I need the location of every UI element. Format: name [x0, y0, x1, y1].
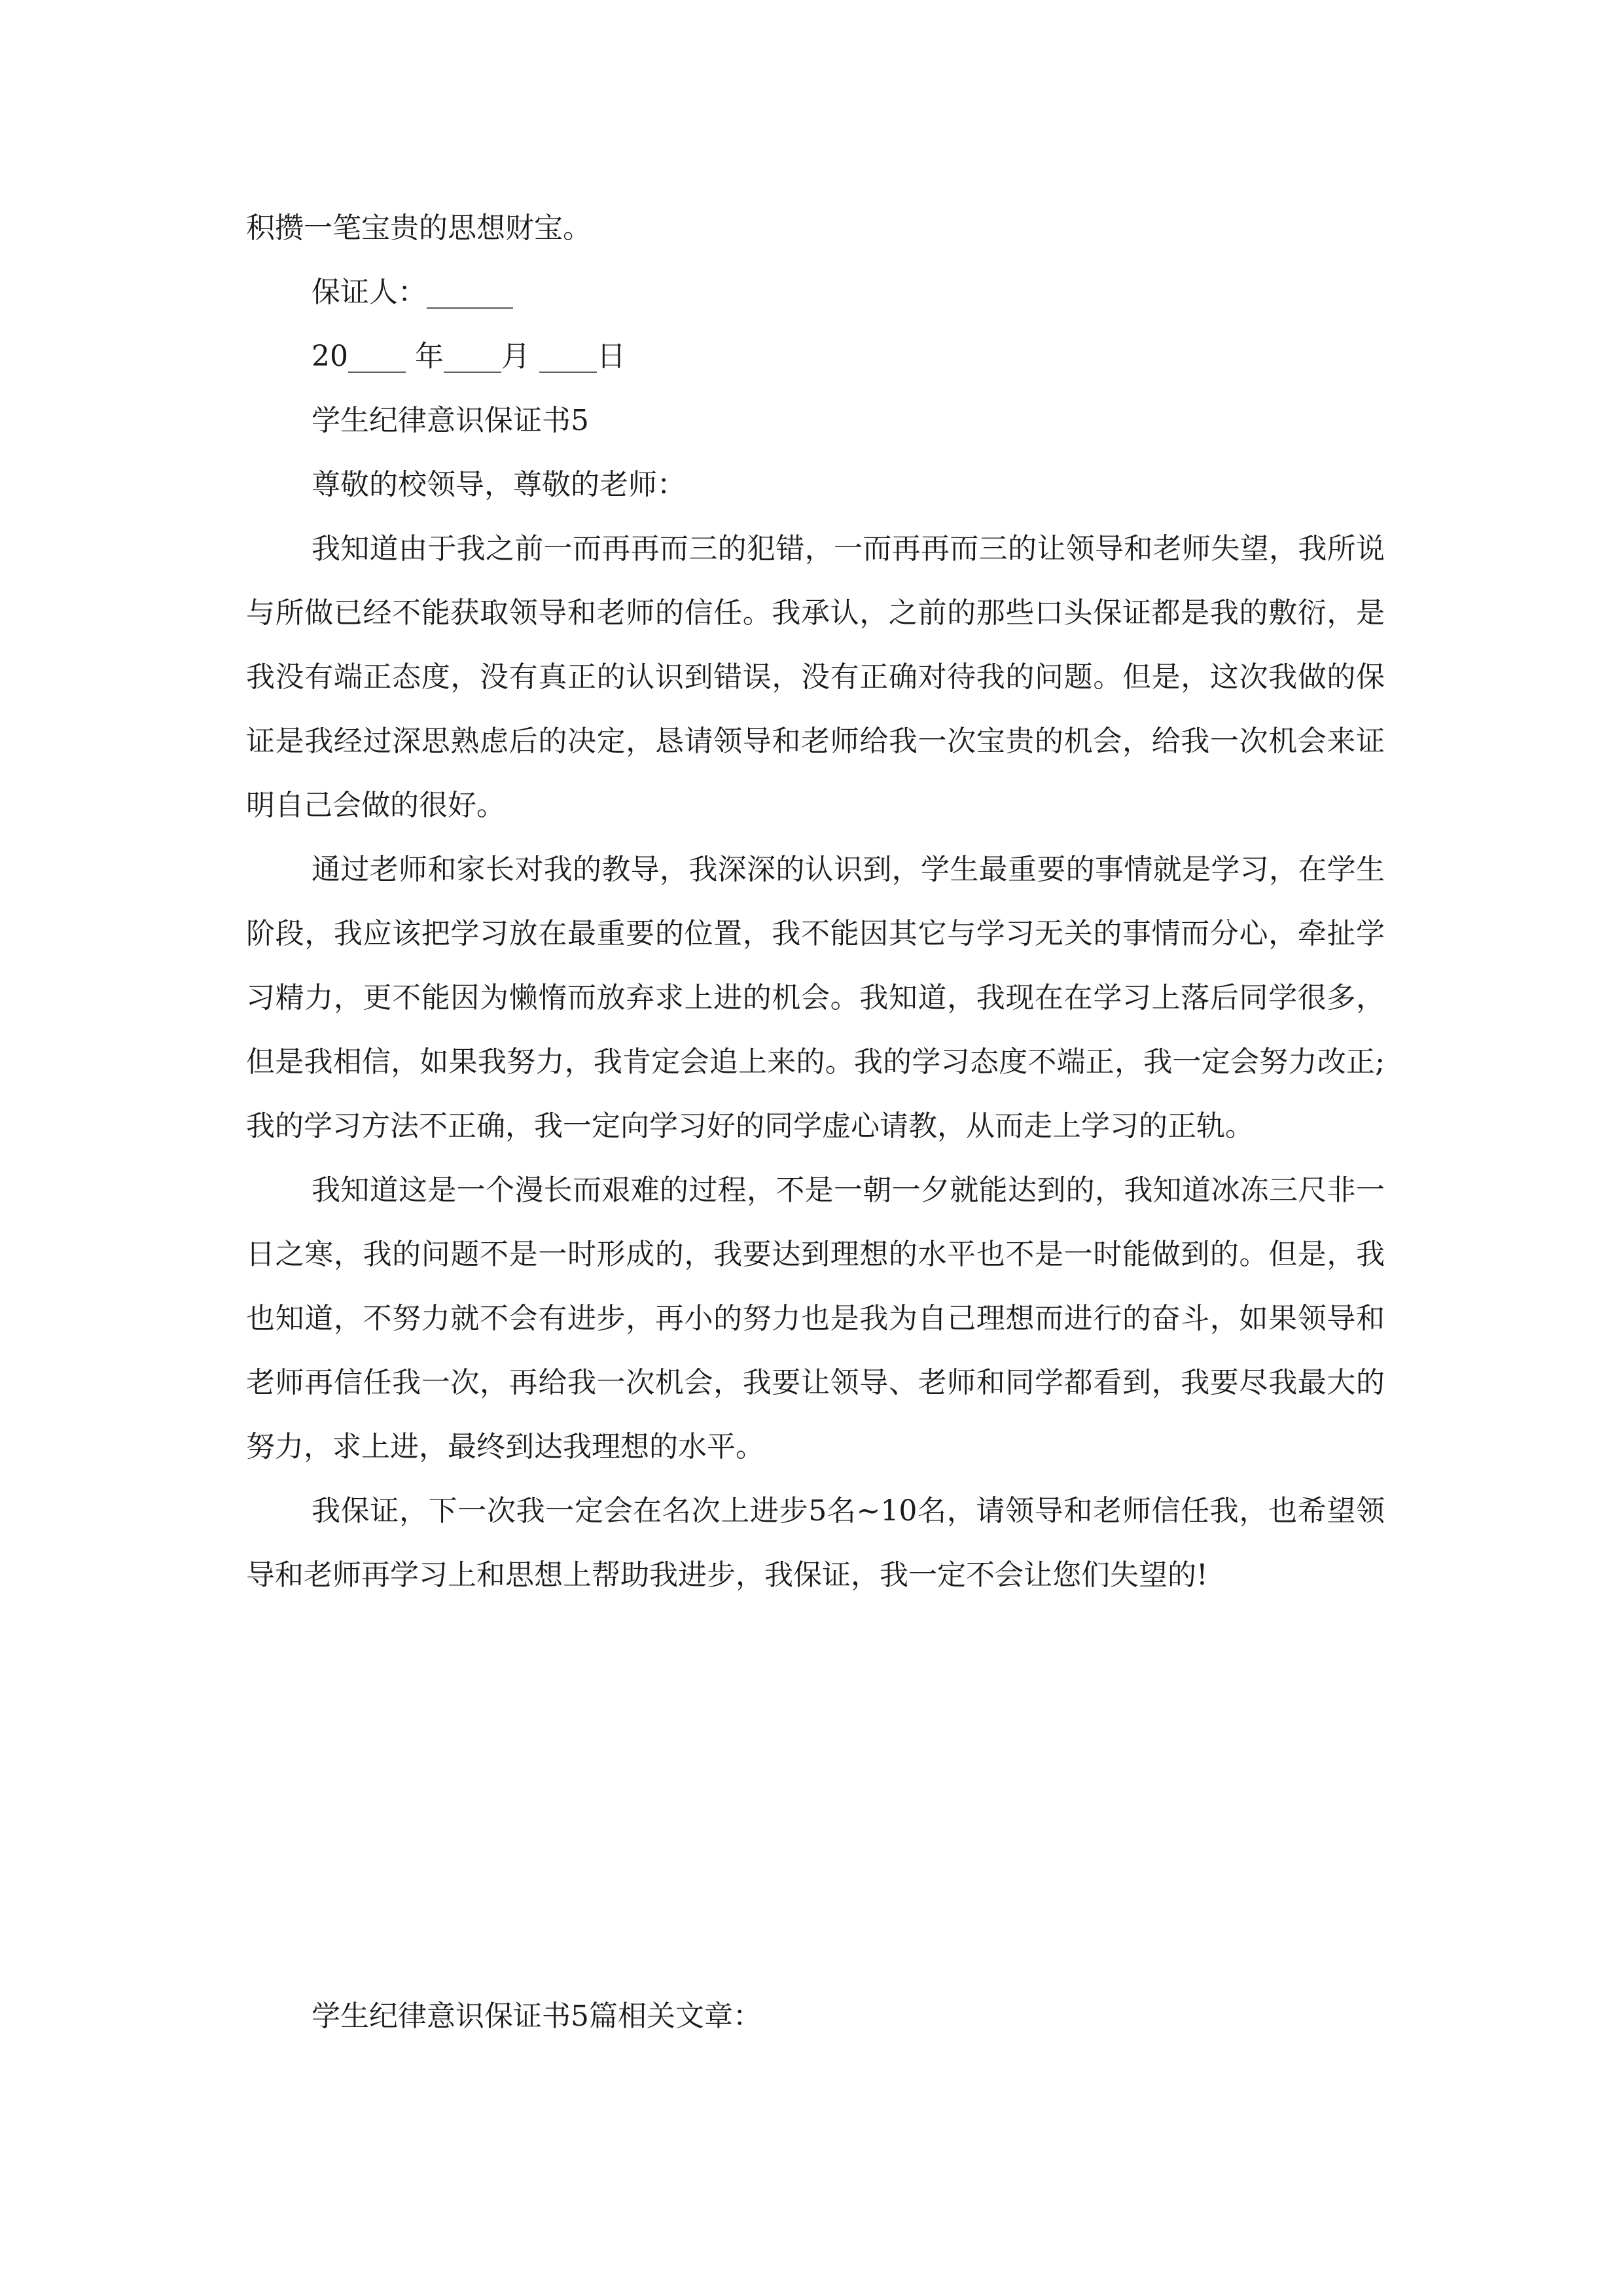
- salutation: 尊敬的校领导，尊敬的老师：: [312, 468, 686, 501]
- opening-fragment: 积攒一笔宝贵的思想财宝。: [246, 211, 592, 245]
- date-line: 20____ 年____月 ____日: [312, 340, 626, 373]
- body-paragraph: 我保证，下一次我一定会在名次上进步5名~10名，请领导和老师信任我，也希望领导和老师再学习上和思想上帮助我进步，我保证，我一定不会让您们失望的!: [246, 1494, 1385, 1592]
- body-paragraph: 我知道这是一个漫长而艰难的过程，不是一朝一夕就能达到的，我知道冰冻三尺非一日之寒，我的问题不是一时形成的，我要达到理想的水平也不是一时能做到的。但是，我也知道，不努力就不会有进步，再小的努力也是我为自己理想而进行的奋斗，如果领导和老师再信任我一次，再给我一次机会，我要让领导、老师和同学都看到，我要尽我最大的努力，求上进，最终到达我理想的水平。: [246, 1174, 1385, 1463]
- body-paragraph: 通过老师和家长对我的教导，我深深的认识到，学生最重要的事情就是学习，在学生阶段，我应该把学习放在最重要的位置，我不能因其它与学习无关的事情而分心，牵扯学习精力，更不能因为懒惰而放弃求上进的机会。我知道，我现在在学习上落后同学很多，但是我相信，如果我努力，我肯定会追上来的。我的学习态度不端正，我一定会努力改正;我的学习方法不正确，我一定向学习好的同学虚心请教，从而走上学习的正轨。: [246, 853, 1385, 1143]
- body-paragraph: 我知道由于我之前一而再再而三的犯错，一而再再而三的让领导和老师失望，我所说与所做已经不能获取领导和老师的信任。我承认，之前的那些口头保证都是我的敷衍，是我没有端正态度，没有真正的认识到错误，没有正确对待我的问题。但是，这次我做的保证是我经过深思熟虑后的决定，恳请领导和老师给我一次宝贵的机会，给我一次机会来证明自己会做的很好。: [246, 532, 1385, 822]
- related-articles-title: 学生纪律意识保证书5篇相关文章：: [312, 2000, 762, 2033]
- document-body: [246, 196, 1385, 1607]
- signature-line: 保证人：______: [312, 276, 513, 309]
- section-title: 学生纪律意识保证书5: [312, 404, 589, 437]
